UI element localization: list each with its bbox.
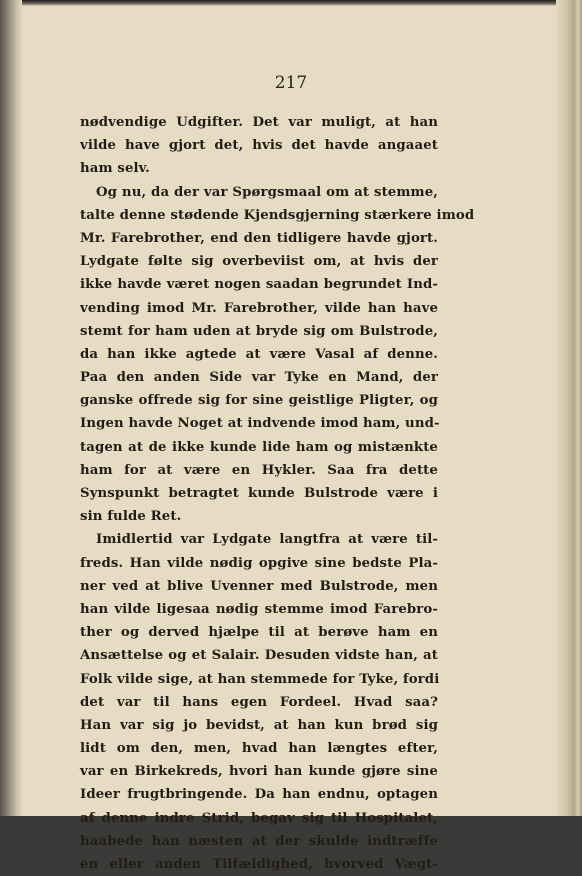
text-line: Ideer frugtbringende. Da han endnu, optagen (80, 787, 438, 803)
text-line: Synspunkt betragtet kunde Bulstrode være i (80, 486, 438, 501)
text-line: ther og derved hjælpe til at berøve ham en (80, 625, 438, 641)
text-line: ikke havde været nogen saadan begrundet Ind- (80, 277, 438, 293)
page-body-text (80, 111, 475, 876)
book-gutter-left (0, 0, 22, 816)
text-line: ham for at være en Hykler. Saa fra dette (80, 462, 438, 478)
text-line: ner ved at blive Uvenner med Bulstrode, men (80, 578, 438, 594)
text-line: talte denne stødende Kjendsgjerning stærkere imod (80, 207, 475, 223)
text-line: en eller anden Tilfældighed, hvorved Vægt- (80, 857, 438, 872)
book-page-edges-right (556, 0, 582, 816)
text-line: Paa den anden Side var Tyke en Mand, der (80, 370, 438, 386)
text-line: sin fulde Ret. (80, 509, 182, 525)
text-line: Og nu, da der var Spørgsmaal om at stemme, (96, 184, 438, 200)
text-line: Han var sig jo bevidst, at han kun brød sig (80, 717, 438, 733)
text-line: han vilde ligesaa nødig stemme imod Farebro- (80, 601, 438, 617)
text-line: haabede han næsten at der skulde indtræffe (80, 833, 438, 849)
text-line: freds. Han vilde nødig opgive sine bedste Pla- (80, 555, 438, 571)
text-line: Ansættelse og et Salair. Desuden vidste han, at (80, 648, 438, 664)
text-line: Imidlertid var Lydgate langtfra at være til- (96, 532, 438, 548)
text-line: det var til hans egen Fordeel. Hvad saa? (80, 694, 438, 710)
page-number: 217 (274, 73, 308, 93)
text-line: ham selv. (80, 161, 150, 177)
text-line: da han ikke agtede at være Vasal af denne. (80, 346, 438, 362)
page-top-edge (0, 0, 582, 6)
text-line: stemt for ham uden at bryde sig om Bulstrode, (80, 323, 438, 339)
text-line: vending imod Mr. Farebrother, vilde han have (80, 300, 438, 316)
text-line: var en Birkekreds, hvori han kunde gjøre sine (80, 764, 438, 780)
text-line: Mr. Farebrother, end den tidligere havde gjort. (80, 230, 438, 246)
text-line: Folk vilde sige, at han stemmede for Tyke, fordi (80, 671, 440, 687)
text-line: lidt om den, men, hvad han længtes efter, (80, 741, 438, 757)
text-line: vilde have gjort det, hvis det havde angaaet (80, 138, 438, 154)
text-line: Lydgate følte sig overbeviist om, at hvis der (80, 254, 438, 270)
text-line: Ingen havde Noget at indvende imod ham, und- (80, 416, 440, 432)
text-line: tagen at de ikke kunde lide ham og mistænkte (80, 439, 438, 455)
text-line: ganske offrede sig for sine geistlige Pligter, og (80, 393, 438, 409)
text-line: nødvendige Udgifter. Det var muligt, at han (80, 115, 438, 130)
text-line: af denne indre Strid, begav sig til Hospitalet, (80, 810, 438, 826)
